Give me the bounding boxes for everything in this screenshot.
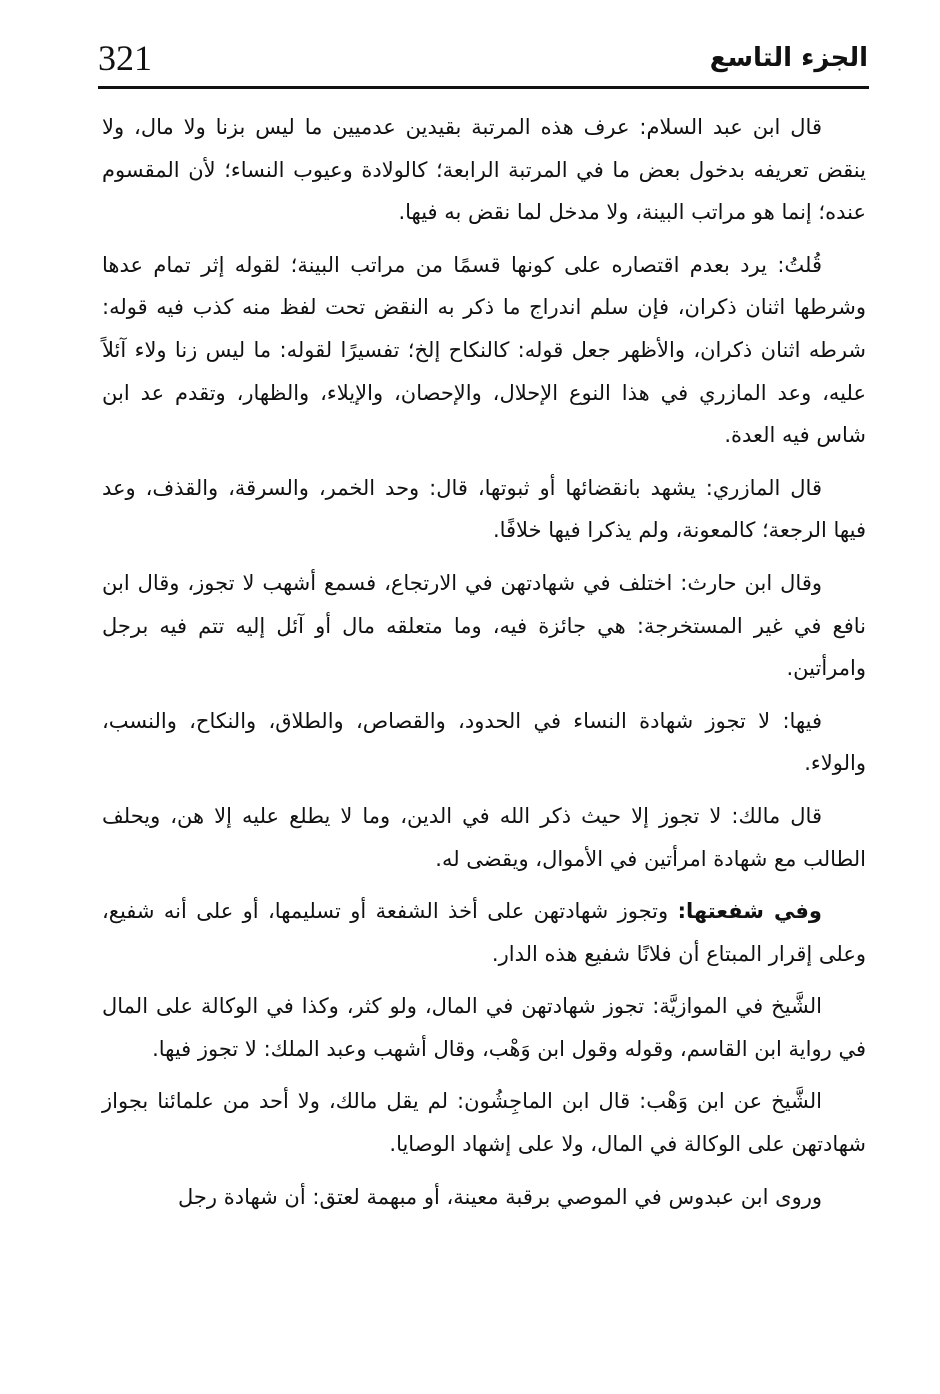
- paragraph-text: قُلتُ: يرد بعدم اقتصاره على كونها قسمًا من مراتب البينة؛ لقوله إثر تمام عدها وشرطها اثنان ذكران، فإن سلم اندراج ما ذكر به النقض تحت لفظ منه كذب فيه قوله: شرطه اثنان ذكران، والأظهر جعل قوله: كالنكاح إلخ؛ تفسيرًا لقوله: ما ليس زنا ولاء آئلاً عليه، وعد المازري في هذا النوع الإحلال، والإحصان، والإيلاء، والظهار، وتقدم عد ابن شاس فيه العدة.: [102, 252, 866, 448]
- paragraph: [102, 795, 866, 880]
- paragraph-text: الشَّيخ في الموازيَّة: تجوز شهادتهن في المال، ولو كثر، وكذا في الوكالة على المال في رواية ابن القاسم، وقوله وقول ابن وَهْب، وقال أشهب وعبد الملك: لا تجوز فيها.: [102, 994, 866, 1061]
- paragraph: [102, 1080, 866, 1165]
- paragraph: [102, 985, 866, 1070]
- paragraph-text: وتجوز شهادتهن على أخذ الشفعة أو تسليمها، أو على أنه شفيع، وعلى إقرار المبتاع أن فلانًا شفيع هذه الدار.: [102, 899, 866, 966]
- paragraph-text: قال ابن عبد السلام: عرف هذه المرتبة بقيدين عدميين ما ليس بزنا ولا مال، ولا ينقض تعريفه بدخول بعض ما في المرتبة الرابعة؛ كالولادة وعيوب النساء؛ لأن المقسوم عنده؛ إنما هو مراتب البينة، ولا مدخل لما نقض به فيها.: [102, 115, 866, 225]
- paragraph-text: وروى ابن عبدوس في الموصي برقبة معينة، أو مبهمة لعتق: أن شهادة رجل: [178, 1184, 822, 1209]
- header-rule: [98, 86, 869, 89]
- paragraph-text: قال مالك: لا تجوز إلا حيث ذكر الله في الدين، وما لا يطلع عليه إلا هن، ويحلف الطالب مع شهادة امرأتين في الأموال، ويقضى له.: [102, 803, 866, 871]
- paragraph: [102, 890, 866, 975]
- paragraph-text: فيها: لا تجوز شهادة النساء في الحدود، والقصاص، والطلاق، والنكاح، والنسب، والولاء.: [102, 708, 866, 776]
- paragraph-text: وقال ابن حارث: اختلف في شهادتهن في الارتجاع، فسمع أشهب لا تجوز، وقال ابن نافع في غير المستخرجة: هي جائزة فيه، وما متعلقه مال أو آئل إليه تتم فيه برجل وامرأتين.: [102, 570, 866, 681]
- paragraph-lead: وفي شفعتها:: [677, 899, 822, 924]
- page-header: [98, 34, 868, 84]
- paragraph: [102, 700, 866, 785]
- paragraph: [102, 1176, 866, 1219]
- page-number: 321: [98, 38, 152, 78]
- paragraph: [102, 562, 866, 690]
- paragraph: [102, 244, 866, 457]
- paragraph: [102, 467, 866, 552]
- paragraph: [102, 106, 866, 234]
- paragraph-text: الشَّيخ عن ابن وَهْب: قال ابن الماجِشُون: لم يقل مالك، ولا أحد من علمائنا بجواز شهادتهن على الوكالة في المال، ولا على إشهاد الوصايا.: [102, 1089, 866, 1157]
- page-body: [102, 106, 866, 1228]
- paragraph-text: قال المازري: يشهد بانقضائها أو ثبوتها، قال: وحد الخمر، والسرقة، والقذف، وعد فيها الرجعة؛ كالمعونة، ولم يذكرا فيها خلافًا.: [102, 475, 866, 543]
- running-title: الجزء التاسع: [709, 43, 868, 73]
